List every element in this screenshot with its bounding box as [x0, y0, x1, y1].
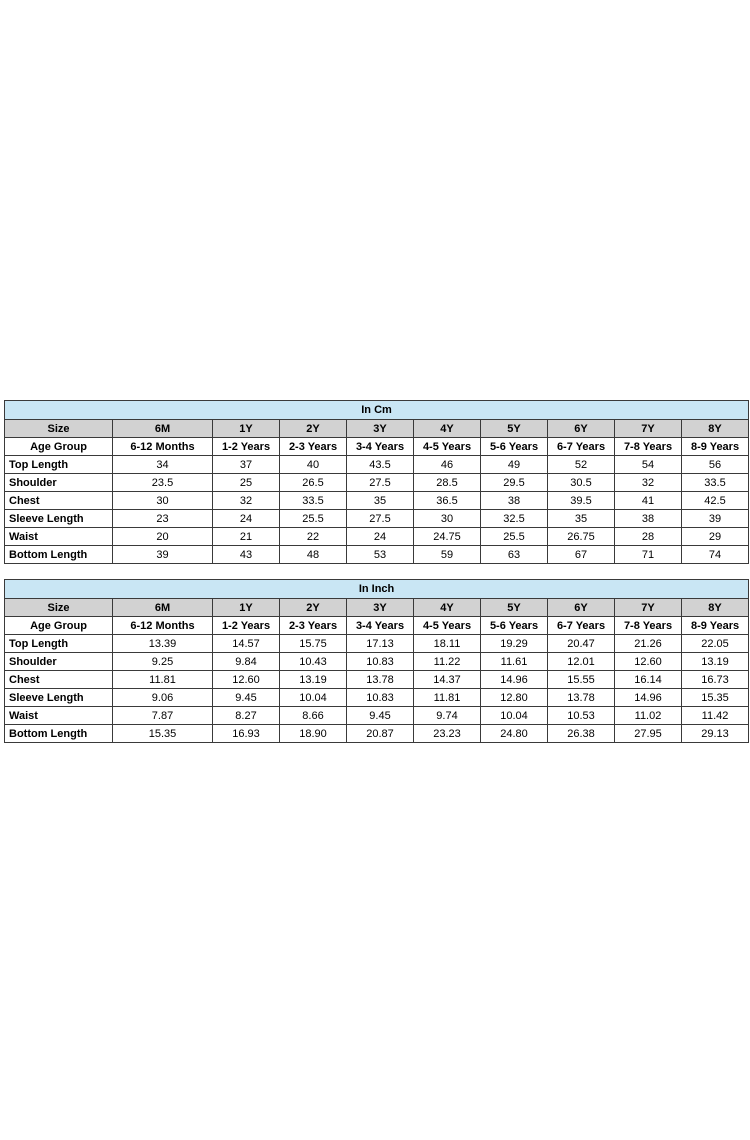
age-group-cell: 1-2 Years: [213, 438, 280, 456]
measurement-value: 25: [213, 474, 280, 492]
measurement-value: 11.81: [414, 689, 481, 707]
measurement-value: 26.38: [548, 725, 615, 743]
measurement-value: 11.02: [615, 707, 682, 725]
measurement-value: 27.5: [347, 474, 414, 492]
age-group-cell: 8-9 Years: [682, 617, 749, 635]
measurement-value: 13.19: [280, 671, 347, 689]
size-header-cell: 8Y: [682, 599, 749, 617]
measurement-value: 59: [414, 546, 481, 564]
measurement-value: 37: [213, 456, 280, 474]
measurement-value: 20.87: [347, 725, 414, 743]
measurement-value: 9.45: [213, 689, 280, 707]
measurement-label: Sleeve Length: [5, 510, 113, 528]
measurement-value: 32: [615, 474, 682, 492]
table-row: [5, 707, 749, 725]
measurement-value: 10.83: [347, 653, 414, 671]
table-row: [5, 510, 749, 528]
measurement-value: 22.05: [682, 635, 749, 653]
table-row: [5, 635, 749, 653]
measurement-value: 33.5: [682, 474, 749, 492]
measurement-value: 38: [615, 510, 682, 528]
measurement-value: 12.60: [615, 653, 682, 671]
measurement-value: 10.53: [548, 707, 615, 725]
measurement-value: 23.23: [414, 725, 481, 743]
table-title-row: [5, 401, 749, 420]
size-header-cell: 6Y: [548, 420, 615, 438]
age-group-cell: 4-5 Years: [414, 617, 481, 635]
measurement-value: 40: [280, 456, 347, 474]
measurement-value: 24: [213, 510, 280, 528]
measurement-value: 48: [280, 546, 347, 564]
measurement-value: 17.13: [347, 635, 414, 653]
measurement-value: 53: [347, 546, 414, 564]
measurement-value: 39: [682, 510, 749, 528]
age-group-cell: 3-4 Years: [347, 617, 414, 635]
age-group-cell: 8-9 Years: [682, 438, 749, 456]
measurement-value: 12.60: [213, 671, 280, 689]
measurement-value: 43.5: [347, 456, 414, 474]
measurement-value: 56: [682, 456, 749, 474]
size-header-cell: 7Y: [615, 599, 682, 617]
measurement-value: 12.80: [481, 689, 548, 707]
measurement-value: 24: [347, 528, 414, 546]
measurement-value: 28.5: [414, 474, 481, 492]
measurement-value: 74: [682, 546, 749, 564]
measurement-value: 39: [113, 546, 213, 564]
size-header-cell: 1Y: [213, 599, 280, 617]
measurement-value: 27.5: [347, 510, 414, 528]
measurement-value: 24.75: [414, 528, 481, 546]
age-group-label: Age Group: [5, 617, 113, 635]
measurement-value: 49: [481, 456, 548, 474]
measurement-value: 25.5: [280, 510, 347, 528]
measurement-label: Shoulder: [5, 653, 113, 671]
measurement-value: 9.74: [414, 707, 481, 725]
size-header-cell: 4Y: [414, 420, 481, 438]
age-group-cell: 7-8 Years: [615, 438, 682, 456]
measurement-value: 32: [213, 492, 280, 510]
measurement-label: Bottom Length: [5, 725, 113, 743]
size-chart-inch-table: [4, 579, 749, 743]
table-row: [5, 546, 749, 564]
table-title: In Cm: [5, 401, 749, 420]
measurement-value: 41: [615, 492, 682, 510]
measurement-value: 26.75: [548, 528, 615, 546]
measurement-value: 29: [682, 528, 749, 546]
size-header-cell: 2Y: [280, 420, 347, 438]
size-header-row: [5, 420, 749, 438]
measurement-value: 23.5: [113, 474, 213, 492]
measurement-value: 13.19: [682, 653, 749, 671]
measurement-value: 13.78: [548, 689, 615, 707]
size-header-cell: 8Y: [682, 420, 749, 438]
measurement-label: Sleeve Length: [5, 689, 113, 707]
measurement-value: 42.5: [682, 492, 749, 510]
measurement-value: 28: [615, 528, 682, 546]
measurement-value: 12.01: [548, 653, 615, 671]
measurement-label: Top Length: [5, 635, 113, 653]
size-label: Size: [5, 599, 113, 617]
table-row: [5, 528, 749, 546]
table-row: [5, 689, 749, 707]
measurement-value: 52: [548, 456, 615, 474]
measurement-value: 8.66: [280, 707, 347, 725]
measurement-value: 21.26: [615, 635, 682, 653]
measurement-value: 21: [213, 528, 280, 546]
measurement-value: 11.22: [414, 653, 481, 671]
measurement-value: 18.11: [414, 635, 481, 653]
size-label: Size: [5, 420, 113, 438]
size-header-cell: 6M: [113, 599, 213, 617]
table-row: [5, 474, 749, 492]
measurement-value: 19.29: [481, 635, 548, 653]
measurement-value: 16.93: [213, 725, 280, 743]
size-header-cell: 6M: [113, 420, 213, 438]
size-chart-cm-table: [4, 400, 749, 564]
measurement-value: 15.35: [113, 725, 213, 743]
measurement-label: Waist: [5, 528, 113, 546]
measurement-value: 10.43: [280, 653, 347, 671]
table-title: In Inch: [5, 580, 749, 599]
measurement-value: 8.27: [213, 707, 280, 725]
size-header-row: [5, 599, 749, 617]
measurement-value: 35: [548, 510, 615, 528]
age-group-row: [5, 617, 749, 635]
measurement-value: 63: [481, 546, 548, 564]
measurement-value: 29.5: [481, 474, 548, 492]
measurement-label: Shoulder: [5, 474, 113, 492]
measurement-value: 14.96: [615, 689, 682, 707]
measurement-value: 18.90: [280, 725, 347, 743]
measurement-label: Chest: [5, 671, 113, 689]
measurement-value: 15.75: [280, 635, 347, 653]
measurement-value: 11.81: [113, 671, 213, 689]
measurement-value: 10.04: [481, 707, 548, 725]
age-group-cell: 6-7 Years: [548, 438, 615, 456]
table-title-row: [5, 580, 749, 599]
measurement-value: 15.35: [682, 689, 749, 707]
measurement-label: Chest: [5, 492, 113, 510]
age-group-cell: 6-12 Months: [113, 617, 213, 635]
measurement-value: 43: [213, 546, 280, 564]
age-group-cell: 5-6 Years: [481, 617, 548, 635]
table-row: [5, 653, 749, 671]
measurement-value: 20.47: [548, 635, 615, 653]
age-group-cell: 6-12 Months: [113, 438, 213, 456]
size-header-cell: 7Y: [615, 420, 682, 438]
size-header-cell: 3Y: [347, 420, 414, 438]
age-group-cell: 7-8 Years: [615, 617, 682, 635]
measurement-value: 14.96: [481, 671, 548, 689]
measurement-value: 29.13: [682, 725, 749, 743]
measurement-value: 67: [548, 546, 615, 564]
measurement-value: 25.5: [481, 528, 548, 546]
measurement-value: 26.5: [280, 474, 347, 492]
age-group-cell: 6-7 Years: [548, 617, 615, 635]
measurement-value: 33.5: [280, 492, 347, 510]
measurement-value: 15.55: [548, 671, 615, 689]
measurement-value: 54: [615, 456, 682, 474]
age-group-cell: 2-3 Years: [280, 617, 347, 635]
measurement-value: 9.84: [213, 653, 280, 671]
measurement-label: Top Length: [5, 456, 113, 474]
age-group-label: Age Group: [5, 438, 113, 456]
size-header-cell: 5Y: [481, 420, 548, 438]
measurement-value: 27.95: [615, 725, 682, 743]
measurement-label: Waist: [5, 707, 113, 725]
measurement-value: 13.39: [113, 635, 213, 653]
size-header-cell: 4Y: [414, 599, 481, 617]
measurement-value: 30.5: [548, 474, 615, 492]
measurement-value: 20: [113, 528, 213, 546]
measurement-value: 9.06: [113, 689, 213, 707]
measurement-value: 36.5: [414, 492, 481, 510]
measurement-value: 32.5: [481, 510, 548, 528]
age-group-cell: 3-4 Years: [347, 438, 414, 456]
size-header-cell: 5Y: [481, 599, 548, 617]
size-header-cell: 1Y: [213, 420, 280, 438]
measurement-value: 24.80: [481, 725, 548, 743]
table-row: [5, 725, 749, 743]
measurement-value: 9.25: [113, 653, 213, 671]
age-group-cell: 1-2 Years: [213, 617, 280, 635]
measurement-value: 34: [113, 456, 213, 474]
age-group-row: [5, 438, 749, 456]
measurement-value: 16.14: [615, 671, 682, 689]
measurement-value: 11.42: [682, 707, 749, 725]
measurement-value: 22: [280, 528, 347, 546]
measurement-value: 13.78: [347, 671, 414, 689]
measurement-value: 35: [347, 492, 414, 510]
size-header-cell: 6Y: [548, 599, 615, 617]
measurement-value: 39.5: [548, 492, 615, 510]
measurement-value: 16.73: [682, 671, 749, 689]
age-group-cell: 4-5 Years: [414, 438, 481, 456]
size-header-cell: 2Y: [280, 599, 347, 617]
measurement-value: 30: [414, 510, 481, 528]
measurement-value: 10.83: [347, 689, 414, 707]
measurement-value: 10.04: [280, 689, 347, 707]
age-group-cell: 5-6 Years: [481, 438, 548, 456]
measurement-value: 46: [414, 456, 481, 474]
age-group-cell: 2-3 Years: [280, 438, 347, 456]
measurement-value: 14.57: [213, 635, 280, 653]
measurement-value: 38: [481, 492, 548, 510]
measurement-value: 30: [113, 492, 213, 510]
measurement-label: Bottom Length: [5, 546, 113, 564]
table-row: [5, 492, 749, 510]
table-row: [5, 671, 749, 689]
measurement-value: 71: [615, 546, 682, 564]
table-row: [5, 456, 749, 474]
size-header-cell: 3Y: [347, 599, 414, 617]
measurement-value: 9.45: [347, 707, 414, 725]
measurement-value: 7.87: [113, 707, 213, 725]
measurement-value: 14.37: [414, 671, 481, 689]
measurement-value: 11.61: [481, 653, 548, 671]
measurement-value: 23: [113, 510, 213, 528]
